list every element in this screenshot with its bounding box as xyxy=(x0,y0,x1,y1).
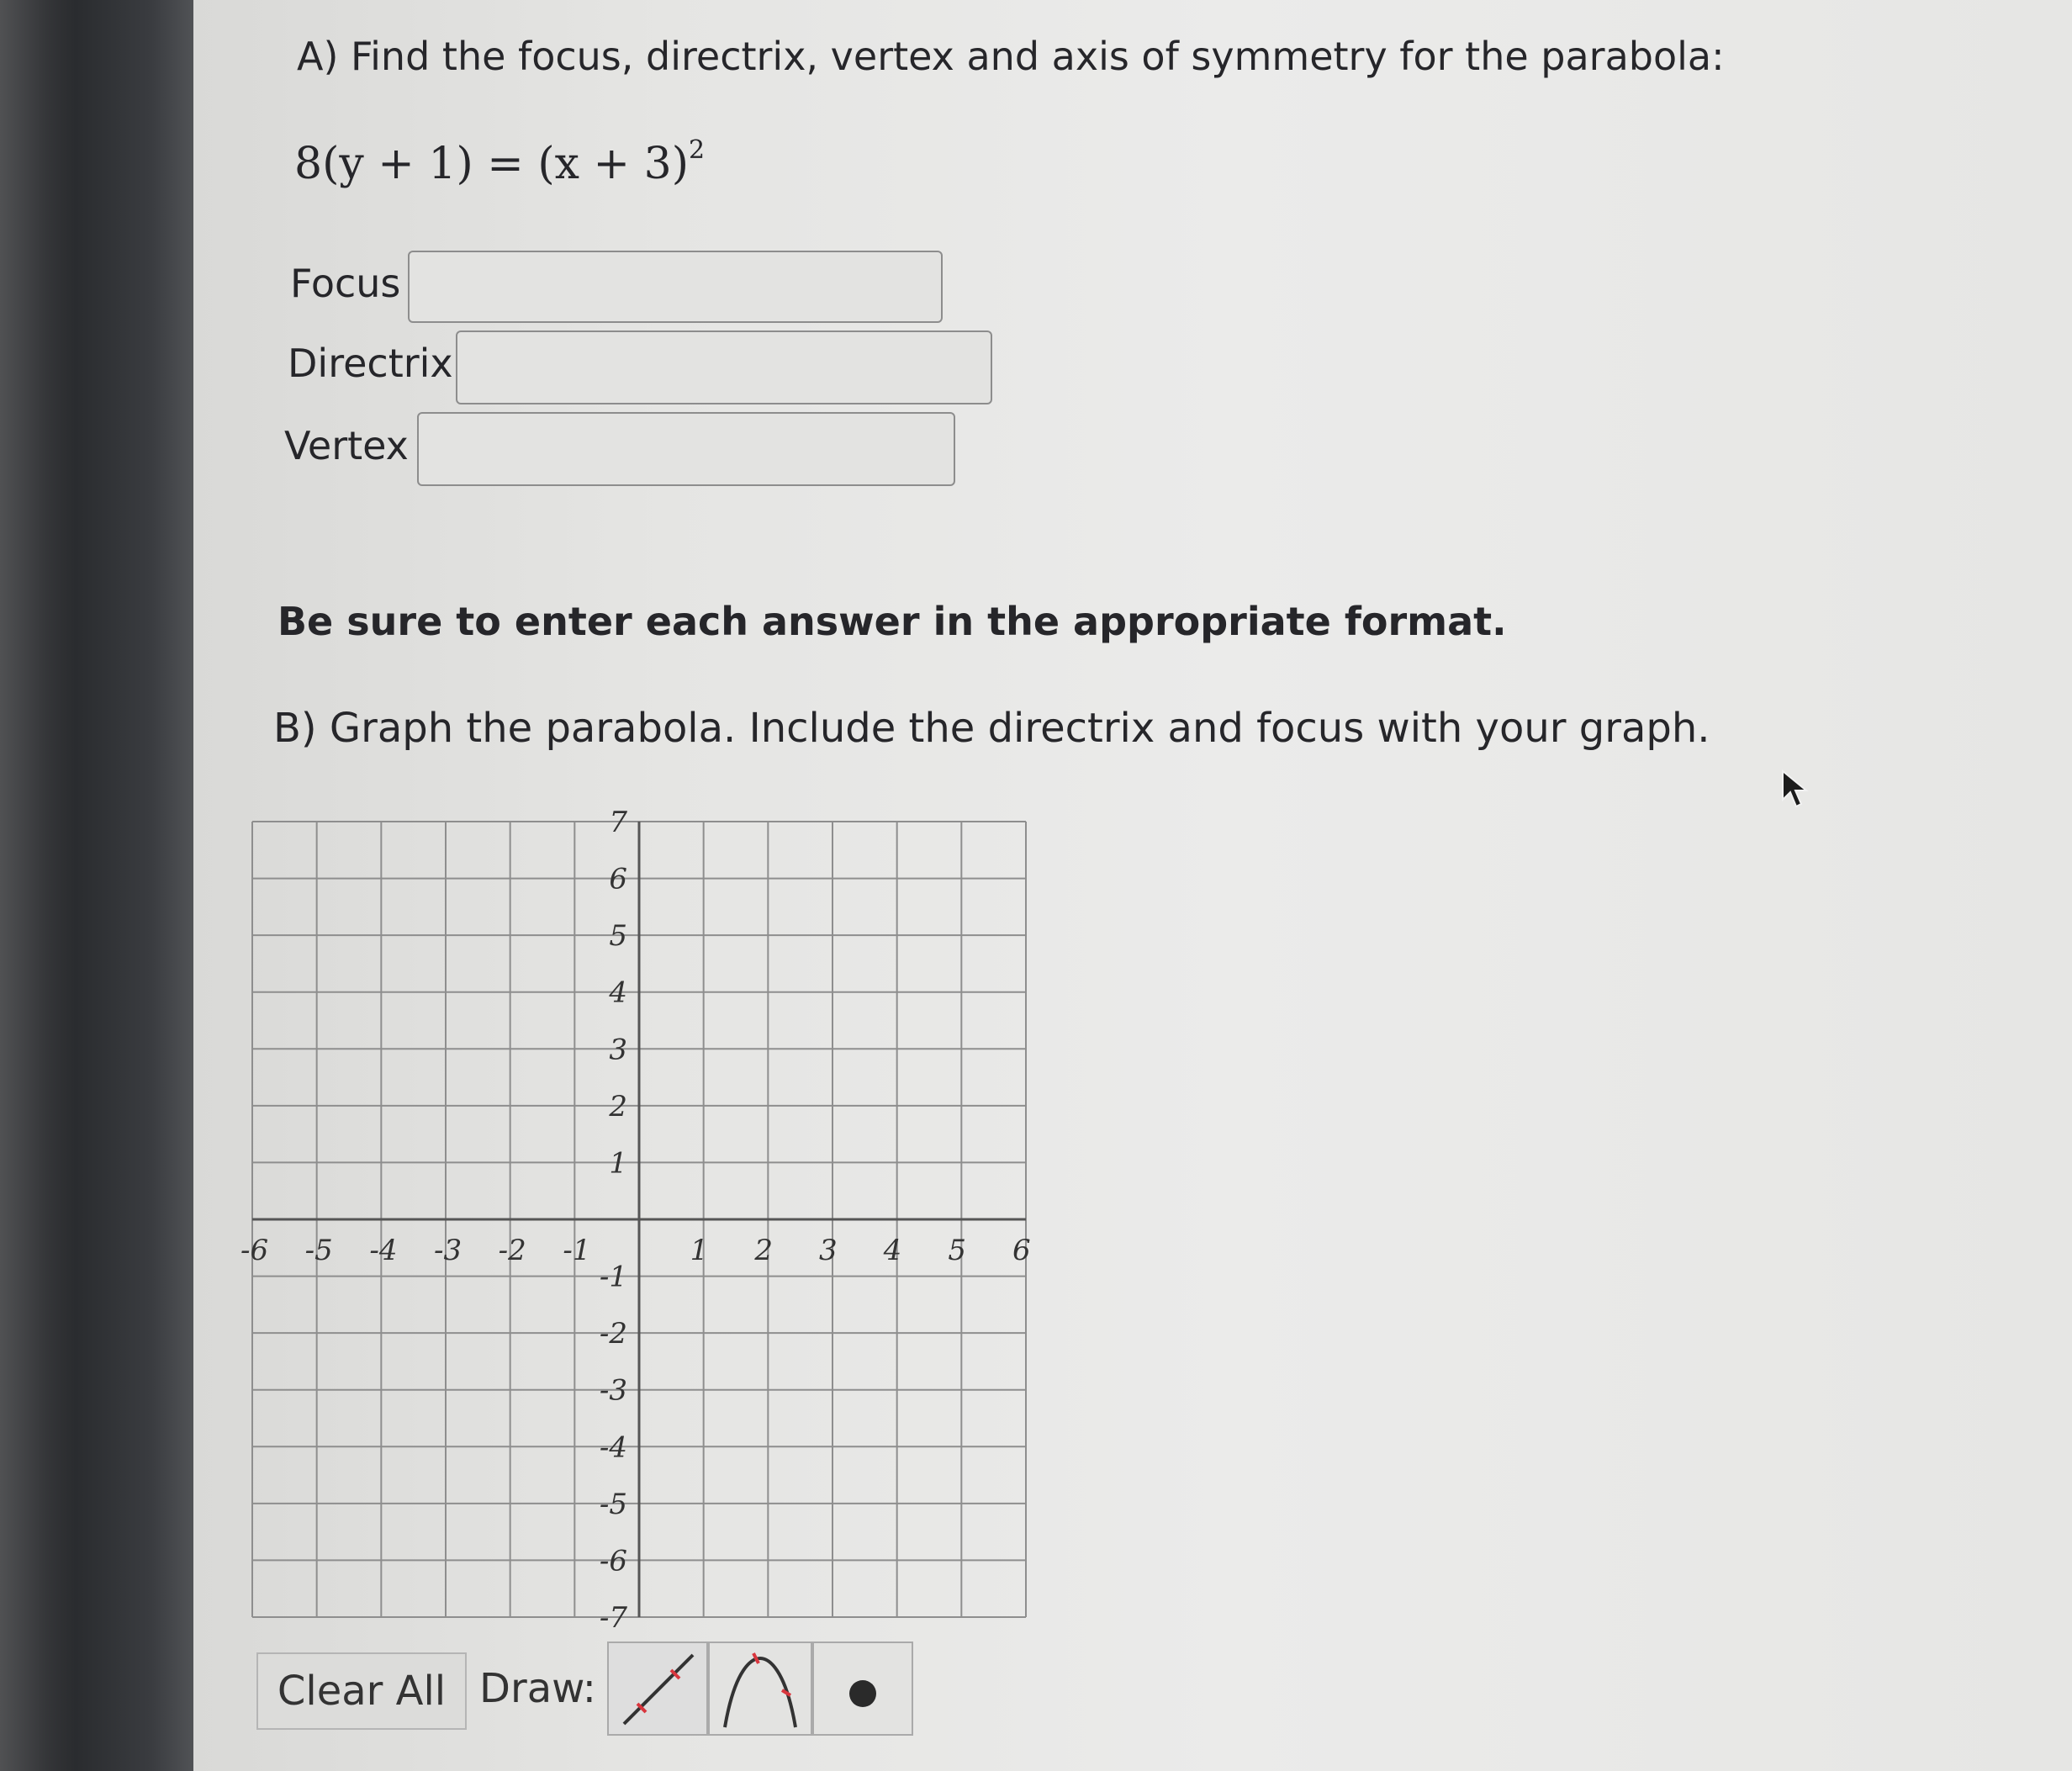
x-axis-tick-labels xyxy=(240,1234,1031,1267)
y-tick-label: -5 xyxy=(599,1487,627,1521)
axes xyxy=(252,822,1026,1617)
x-tick-label: 3 xyxy=(819,1234,838,1267)
draw-label: Draw: xyxy=(479,1665,596,1712)
x-tick-label: 1 xyxy=(690,1234,709,1267)
clear-all-button[interactable]: Clear All xyxy=(256,1652,467,1730)
vertex-input[interactable] xyxy=(417,412,955,486)
parabola-tool-button[interactable] xyxy=(708,1641,812,1736)
mouse-cursor-icon xyxy=(1781,769,1815,811)
point-tool-button[interactable] xyxy=(812,1641,913,1736)
parabola-equation xyxy=(294,135,706,189)
y-tick-label: -7 xyxy=(599,1601,627,1631)
x-tick-label: 6 xyxy=(1012,1234,1031,1267)
line-segment-icon xyxy=(609,1643,706,1734)
x-tick-label: -4 xyxy=(369,1234,398,1267)
y-tick-label: 2 xyxy=(609,1089,627,1123)
y-tick-label: 7 xyxy=(609,807,627,839)
question-b-prompt: B) Graph the parabola. Include the directrix and focus with your graph. xyxy=(273,705,1710,752)
x-tick-label: -6 xyxy=(240,1234,269,1267)
focus-input[interactable] xyxy=(408,251,943,323)
point-icon xyxy=(814,1643,912,1734)
x-tick-label: 5 xyxy=(948,1234,966,1267)
y-tick-label: 6 xyxy=(609,862,627,896)
parabola-icon xyxy=(710,1643,811,1734)
equation-body: 8(y + 1) = (x + 3) xyxy=(294,139,689,189)
vertex-label: Vertex xyxy=(284,423,409,468)
focus-label: Focus xyxy=(290,261,401,306)
y-tick-label: -2 xyxy=(599,1317,627,1351)
x-tick-label: -3 xyxy=(434,1234,462,1267)
y-tick-label: -4 xyxy=(599,1430,627,1465)
question-a-prompt: A) Find the focus, directrix, vertex and axis of symmetry for the parabola: xyxy=(297,34,1725,79)
x-tick-label: 4 xyxy=(883,1234,902,1267)
x-tick-label: -2 xyxy=(498,1234,526,1267)
y-tick-label: 1 xyxy=(609,1146,627,1181)
y-tick-label: -1 xyxy=(599,1260,627,1294)
directrix-label: Directrix xyxy=(288,341,453,386)
y-tick-label: -3 xyxy=(599,1373,627,1408)
y-tick-label: 3 xyxy=(609,1033,627,1067)
format-note: Be sure to enter each answer in the appropriate format. xyxy=(278,599,1507,644)
line-tool-button[interactable] xyxy=(607,1641,708,1736)
y-tick-label: -6 xyxy=(599,1544,627,1578)
x-tick-label: -1 xyxy=(563,1234,591,1267)
x-tick-label: -5 xyxy=(304,1234,333,1267)
graph-canvas[interactable] xyxy=(227,807,1034,1631)
directrix-input[interactable] xyxy=(456,330,992,404)
equation-exponent: 2 xyxy=(689,135,706,165)
bezel-reflection xyxy=(0,0,76,1771)
y-tick-label: 5 xyxy=(609,919,627,954)
y-tick-label: 4 xyxy=(609,975,627,1010)
x-tick-label: 2 xyxy=(754,1234,773,1267)
